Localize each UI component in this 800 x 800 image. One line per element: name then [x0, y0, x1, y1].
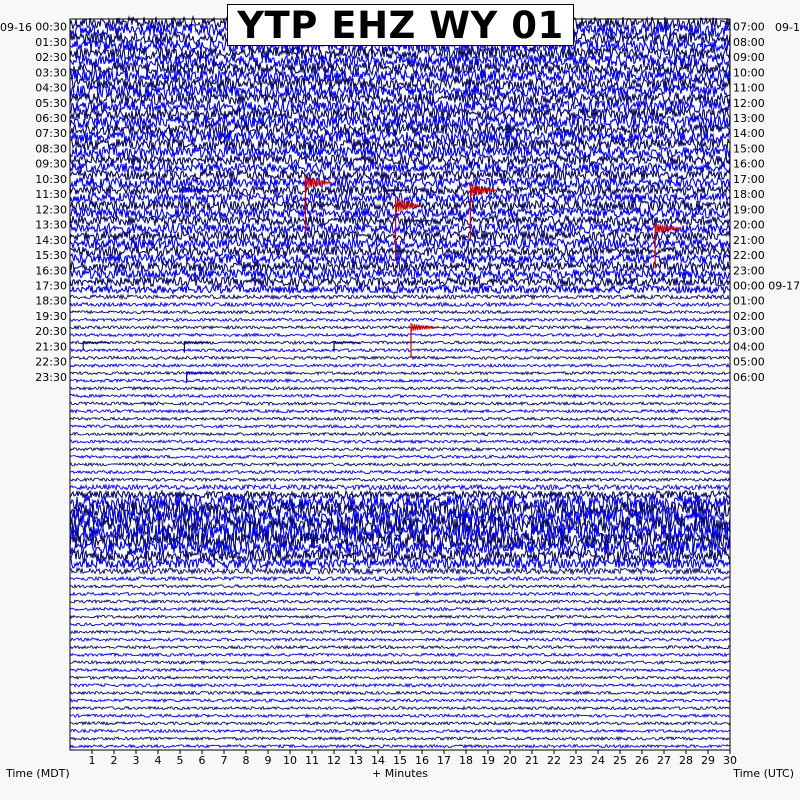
right-time-label: 17:00 — [733, 172, 765, 186]
left-time-label: 06:30 — [35, 111, 67, 125]
date-left-label: 09-16 — [0, 21, 32, 34]
x-tick-label: 13 — [349, 754, 363, 767]
right-time-label: 12:00 — [733, 96, 765, 110]
x-tick-label: 6 — [198, 754, 206, 767]
right-time-label: 18:00 — [733, 188, 765, 202]
left-time-label: 08:30 — [35, 142, 67, 156]
x-tick-label: 12 — [327, 754, 341, 767]
x-tick-label: 14 — [371, 754, 385, 767]
left-time-label: 19:30 — [35, 309, 67, 323]
left-time-label: 04:30 — [35, 81, 67, 95]
left-time-label: 09:30 — [35, 157, 67, 171]
right-time-label: 00:00 09-17 — [733, 279, 800, 293]
x-tick-label: 7 — [220, 754, 228, 767]
right-time-label: 06:00 — [733, 370, 765, 384]
left-time-label: 21:30 — [35, 340, 67, 354]
right-time-label: 21:00 — [733, 233, 765, 247]
x-tick-label: 29 — [701, 754, 715, 767]
x-axis-label: + Minutes — [371, 767, 429, 780]
x-tick-label: 30 — [723, 754, 737, 767]
x-tick-label: 1 — [88, 754, 96, 767]
x-tick-label: 2 — [110, 754, 118, 767]
x-tick-label: 27 — [657, 754, 671, 767]
left-time-label: 03:30 — [35, 66, 67, 80]
right-time-label: 11:00 — [733, 81, 765, 95]
x-tick-label: 24 — [591, 754, 605, 767]
right-time-label: 20:00 — [733, 218, 765, 232]
right-time-label: 08:00 — [733, 35, 765, 49]
x-tick-label: 15 — [393, 754, 407, 767]
chart-title: YTP EHZ WY 01 — [227, 4, 574, 46]
left-time-label: 12:30 — [35, 203, 67, 217]
right-time-label: 10:00 — [733, 66, 765, 80]
right-time-label: 02:00 — [733, 309, 765, 323]
left-time-label: 20:30 — [35, 325, 67, 339]
right-time-label: 01:00 — [733, 294, 765, 308]
left-time-label: 14:30 — [35, 233, 67, 247]
right-time-label: 03:00 — [733, 325, 765, 339]
x-tick-label: 20 — [503, 754, 517, 767]
left-time-label: 10:30 — [35, 172, 67, 186]
left-time-label: 07:30 — [35, 127, 67, 141]
date-right-label: 09-1 — [775, 21, 800, 34]
x-tick-label: 4 — [154, 754, 162, 767]
right-time-label: 23:00 — [733, 264, 765, 278]
x-tick-label: 22 — [547, 754, 561, 767]
x-tick-label: 21 — [525, 754, 539, 767]
x-tick-label: 25 — [613, 754, 627, 767]
x-tick-label: 17 — [437, 754, 451, 767]
right-time-label: 22:00 — [733, 249, 765, 263]
x-tick-label: 9 — [264, 754, 272, 767]
left-time-label: 13:30 — [35, 218, 67, 232]
x-tick-label: 11 — [305, 754, 319, 767]
left-time-label: 00:30 — [35, 20, 67, 34]
right-time-label: 14:00 — [733, 127, 765, 141]
right-time-label: 13:00 — [733, 111, 765, 125]
right-time-label: 04:00 — [733, 340, 765, 354]
x-tick-label: 28 — [679, 754, 693, 767]
left-time-label: 01:30 — [35, 35, 67, 49]
left-time-label: 15:30 — [35, 249, 67, 263]
right-time-label: 16:00 — [733, 157, 765, 171]
x-tick-label: 26 — [635, 754, 649, 767]
x-axis-right-label: Time (UTC) — [733, 767, 794, 780]
x-tick-label: 8 — [242, 754, 250, 767]
x-tick-label: 3 — [132, 754, 140, 767]
left-time-label: 18:30 — [35, 294, 67, 308]
x-axis-left-label: Time (MDT) — [6, 767, 70, 780]
right-time-label: 05:00 — [733, 355, 765, 369]
right-time-label: 09:00 — [733, 51, 765, 65]
x-tick-label: 23 — [569, 754, 583, 767]
left-time-label: 05:30 — [35, 96, 67, 110]
left-time-label: 11:30 — [35, 188, 67, 202]
x-tick-label: 18 — [459, 754, 473, 767]
right-time-label: 15:00 — [733, 142, 765, 156]
right-time-label: 07:00 — [733, 20, 765, 34]
x-tick-label: 10 — [283, 754, 297, 767]
right-time-label: 19:00 — [733, 203, 765, 217]
left-time-label: 16:30 — [35, 264, 67, 278]
left-time-label: 23:30 — [35, 370, 67, 384]
x-tick-label: 5 — [176, 754, 184, 767]
x-tick-label: 19 — [481, 754, 495, 767]
left-time-label: 22:30 — [35, 355, 67, 369]
left-time-label: 17:30 — [35, 279, 67, 293]
left-time-label: 02:30 — [35, 51, 67, 65]
x-tick-label: 16 — [415, 754, 429, 767]
